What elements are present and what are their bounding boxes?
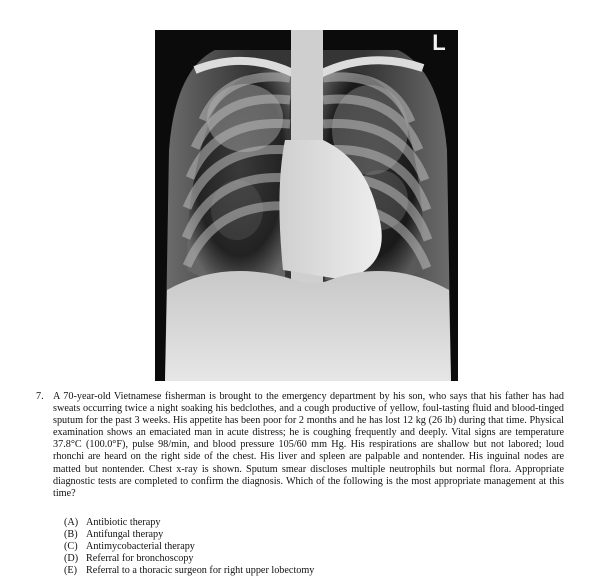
- choice-text: Antifungal therapy: [86, 529, 164, 541]
- choice-text: Antimycobacterial therapy: [86, 541, 195, 553]
- chest-xray-image: [155, 30, 458, 381]
- choice-text: Referral for bronchoscopy: [86, 553, 194, 565]
- choice-letter: (E): [64, 565, 78, 577]
- choice-letter: (B): [64, 529, 78, 541]
- answer-choice-d[interactable]: [64, 553, 314, 565]
- answer-choice-c[interactable]: [64, 541, 314, 553]
- chest-xray-graphic: [155, 30, 458, 381]
- choice-text: Referral to a thoracic surgeon for right upper lobectomy: [86, 565, 315, 577]
- answer-choice-b[interactable]: [64, 529, 314, 541]
- choice-letter: (A): [64, 517, 79, 528]
- choice-text: Antibiotic therapy: [86, 517, 161, 528]
- xray-side-marker: L: [432, 30, 446, 55]
- choice-letter: (C): [64, 541, 78, 553]
- answer-choice-a[interactable]: [64, 517, 314, 529]
- question-stem: A 70-year-old Vietnamese fisherman is brought to the emergency department by his son, who says that his father has had sweats occurring twice a night soaking his bedclothes, and a cough productive of yellow, foul-tasting fluid and blood-tinged sputum for the past 3 weeks. His appetite has been poor for 2 months and he has lost 12 kg (26 lb) during that time. Physical examination shows an emaciated man in acute distress; he is coughing frequently and deeply. Vital signs are temperature 37.8°C (100.0°F), pulse 98/min, and blood pressure 105/60 mm Hg. His respirations are shallow but not labored; loud rhonchi are heard on the right side of the chest. His liver and spleen are palpable and nontender. His inguinal nodes are matted but nontender. Chest x-ray is shown. Sputum smear discloses multiple neutrophils but normal flora. Appropriate diagnostic tests are completed to confirm the diagnosis. Which of the following is the most appropriate management at this time?: [53, 391, 564, 499]
- choice-letter: (D): [64, 553, 79, 565]
- question-number: 7.: [36, 391, 44, 402]
- answer-choices: [64, 517, 314, 577]
- answer-choice-e[interactable]: [64, 565, 314, 577]
